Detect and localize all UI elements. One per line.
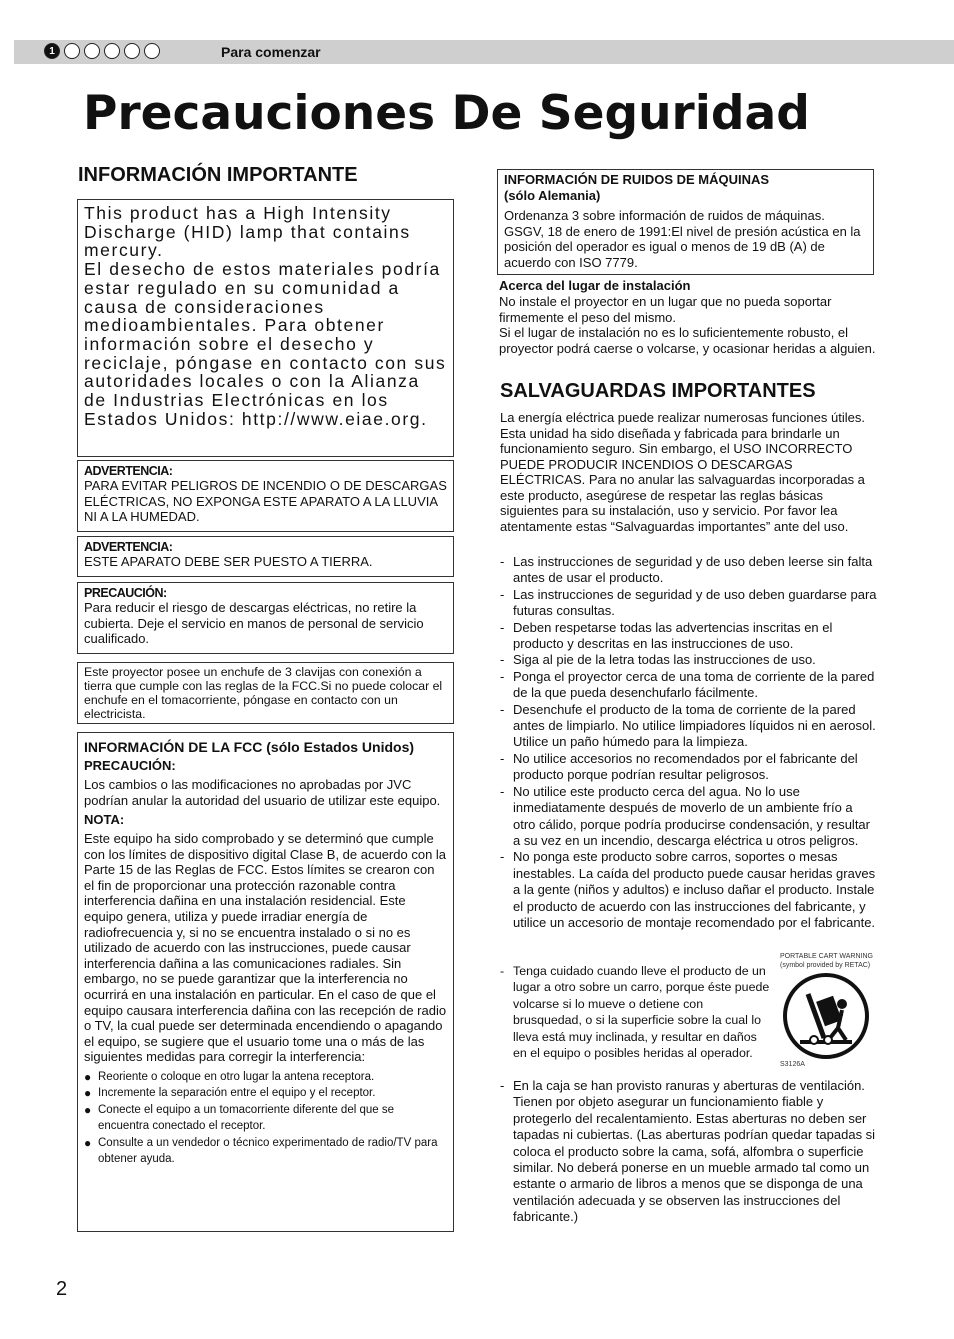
list-item: - Las instrucciones de seguridad y de uso deben leerse sin falta antes de usar el producto. bbox=[498, 554, 878, 587]
fcc-caution-text: Los cambios o las modificaciones no aprobadas por JVC podrían anular la autoridad del usuario de utilizar este equipo. bbox=[84, 777, 441, 808]
page-number: 2 bbox=[56, 1278, 68, 1300]
important-info-heading: INFORMACIÓN IMPORTANTE bbox=[78, 164, 358, 186]
noise-text: Ordenanza 3 sobre información de ruidos de máquinas. GSGV, 18 de enero de 1991:El nivel de presión acústica en la posición del operador es igual o menos de 19 dB (A) de acuerdo con ISO 7779. bbox=[504, 208, 861, 270]
warning-text: ESTE APARATO DEBE SER PUESTO A TIERRA. bbox=[84, 554, 373, 569]
section-header-bar bbox=[14, 40, 954, 64]
install-title: Acerca del lugar de instalación bbox=[499, 278, 691, 293]
section-label: Para comenzar bbox=[221, 44, 321, 60]
list-item: - En la caja se han provisto ranuras y aberturas de ventilación. Tienen por objeto asegurar un funcionamiento fiable y protegerlo del recalentamiento. Estas aberturas no deben ser tapadas ni cubiertas. (Las aberturas podrían quedar tapadas si coloca el producto sobre la cama, sofá, alfombra o superficie similar. No deberá ponerse en un mueble armado tal como un estante o armario de libros a menos que se disponga de una ventilación adecuada y se observen las instrucciones del fabricante.) bbox=[498, 1078, 878, 1226]
warning-label: ADVERTENCIA: bbox=[84, 540, 173, 554]
caution-box bbox=[77, 582, 454, 654]
list-item: - Ponga el proyector cerca de una toma de corriente de la pared de la que pueda desenchufarlo fácilmente. bbox=[498, 669, 878, 702]
step-dot bbox=[64, 43, 80, 59]
safeguards-list bbox=[498, 554, 878, 931]
cart-warning-sub: (symbol provided by RETAC) bbox=[780, 962, 871, 969]
caution-text: Para reducir el riesgo de descargas eléctricas, no retire la cubierta. Deje el servicio en manos de personal de servicio cualificado. bbox=[84, 600, 424, 646]
step-dot bbox=[124, 43, 140, 59]
portable-cart-warning bbox=[780, 952, 880, 1074]
warning-ground-box bbox=[77, 536, 454, 577]
cart-code: S3126A bbox=[780, 1061, 805, 1068]
list-item: - Deben respetarse todas las advertencias inscritas en el producto y descritas en las instrucciones de uso. bbox=[498, 620, 878, 653]
list-item: - Las instrucciones de seguridad y de uso deben guardarse para futuras consultas. bbox=[498, 587, 878, 620]
fcc-measures-list bbox=[84, 1069, 447, 1168]
list-item: - No utilice este producto cerca del agua. No lo use inmediatamente después de moverlo de un ambiente frío a otro cálido, porque podría producirse condensación, y resultar a su vez en un incendio, descarga eléctrica u otros peligros. bbox=[498, 784, 878, 850]
list-item: ● Reoriente o coloque en otro lugar la antena receptora. bbox=[84, 1069, 447, 1086]
list-item: - Siga al pie de la letra todas las instrucciones de uso. bbox=[498, 652, 878, 668]
list-item: ● Conecte el equipo a un tomacorriente diferente del que se encuentra conectado el receptor. bbox=[84, 1102, 447, 1135]
list-item: - Tenga cuidado cuando lleve el producto de un lugar a otro sobre un carro, porque éste puede volcarse si lo mueve o detiene con brusquedad, o si la superficie sobre la cual lo lleva está muy inclinada, y resultar en daños en el equipo o posibles heridas al operador. bbox=[498, 963, 773, 1061]
step-dot bbox=[104, 43, 120, 59]
vent-item-list bbox=[498, 1078, 878, 1226]
machine-noise-box bbox=[497, 169, 874, 275]
warning-text: PARA EVITAR PELIGROS DE INCENDIO O DE DESCARGAS ELÉCTRICAS, NO EXPONGA ESTE APARATO A LA LLUVIA NI A LA HUMEDAD. bbox=[84, 478, 447, 524]
installation-section bbox=[499, 278, 877, 356]
safeguards-heading: SALVAGUARDAS IMPORTANTES bbox=[500, 380, 816, 402]
plug-notice: Este proyector posee un enchufe de 3 clavijas con conexión a tierra que cumple con las reglas de la FCC.Si no puede colocar el enchufe en el tomacorriente, póngase en contacto con un electricista. bbox=[77, 662, 454, 724]
safeguards-intro: La energía eléctrica puede realizar numerosas funciones útiles. Esta unidad ha sido diseñada y fabricada para brindarle un funcionamiento seguro. Sin embargo, el USO INCORRECTO PUEDE PRODUCIR INCENDIOS O DESCARGAS ELÉCTRICAS. Para no anular las salvaguardas incorporadas a este producto, asegúrese de respetar las reglas básicas siguientes para su instalación, uso y servicio. Por favor lea atentamente estas “Salvaguardas importantes” ante del uso. bbox=[500, 410, 865, 534]
fcc-note-label: NOTA: bbox=[84, 812, 125, 827]
list-item: ● Incremente la separación entre el equipo y el receptor. bbox=[84, 1085, 447, 1102]
fcc-info-box bbox=[77, 732, 454, 1232]
list-item: - No ponga este producto sobre carros, soportes o mesas inestables. La caída del producto puede causar heridas graves a la gente (niños y adultos) e incluso dañar el producto. Instale el producto de acuerdo con las instrucciones del fabricante, y utilice un accesorio de montaje recomendado por el fabricante. bbox=[498, 849, 878, 931]
cart-tip-warning-icon bbox=[780, 972, 872, 1060]
warning-fire-box bbox=[77, 460, 454, 532]
step-dot bbox=[84, 43, 100, 59]
noise-title: INFORMACIÓN DE RUIDOS DE MÁQUINAS (sólo Alemania) bbox=[504, 172, 770, 203]
step-indicator bbox=[44, 43, 160, 61]
fcc-caution-label: PRECAUCIÓN: bbox=[84, 758, 176, 773]
list-item: - Desenchufe el producto de la toma de corriente de la pared antes de limpiarlo. No utilice limpiadores líquidos ni en aerosol. Utilice un paño húmedo para la limpieza. bbox=[498, 702, 878, 751]
step-dot-active: 1 bbox=[44, 43, 60, 59]
cart-item-list bbox=[498, 963, 773, 1061]
hid-lamp-notice: This product has a High Intensity Discharge (HID) lamp that contains mercury. El desecho de estos materiales podría estar regulado en su comunidad a causa de consideraciones medioambientales. Para obtener información sobre el desecho y reciclaje, póngase en contacto con sus autoridades locales o con la Alianza de Industrias Electrónicas en los Estados Unidos: http://www.eiae.org. bbox=[77, 199, 454, 457]
fcc-note-text: Este equipo ha sido comprobado y se determinó que cumple con los límites de dispositivo digital Clase B, de acuerdo con la Parte 15 de las Reglas de FCC. Estos límites se crearon con el fin de proporcionar una protección razonable contra interferencia dañina en una instalación residencial. Este equipo genera, utiliza y puede irradiar energía de radiofrecuencia y, si no se encuentra instalado o si no es utilizado de acuerdo con las instrucciones, puede causar interferencia dañina a las comunicaciones radiales. Sin embargo, no se puede garantizar que la interferencia no ocurrirá en una instalación en particular. En el caso de que el equipo causara interferencia dañina con las recepción de radio o TV, la cual puede ser determinada encendiendo o apagando el equipo, se sugiere que el usuario tome una o más de las siguientes medidas para corregir la interferencia: bbox=[84, 831, 447, 1065]
install-text: No instale el proyector en un lugar que no pueda soportar firmemente el peso del mismo. Si el lugar de instalación no es lo suficientemente robusto, el proyector podrá caerse o volcarse, y ocasionar heridas a alguien. bbox=[499, 294, 876, 356]
warning-label: ADVERTENCIA: bbox=[84, 464, 173, 478]
list-item: ● Consulte a un vendedor o técnico experimentado de radio/TV para obtener ayuda. bbox=[84, 1135, 447, 1168]
page-title: Precauciones De Seguridad bbox=[83, 86, 810, 141]
step-dot bbox=[144, 43, 160, 59]
list-item: - No utilice accesorios no recomendados por el fabricante del producto porque podrían resultar peligrosos. bbox=[498, 751, 878, 784]
fcc-title: INFORMACIÓN DE LA FCC (sólo Estados Unidos) bbox=[84, 739, 415, 755]
caution-label: PRECAUCIÓN: bbox=[84, 586, 167, 600]
cart-warning-title: PORTABLE CART WARNING bbox=[780, 953, 873, 960]
